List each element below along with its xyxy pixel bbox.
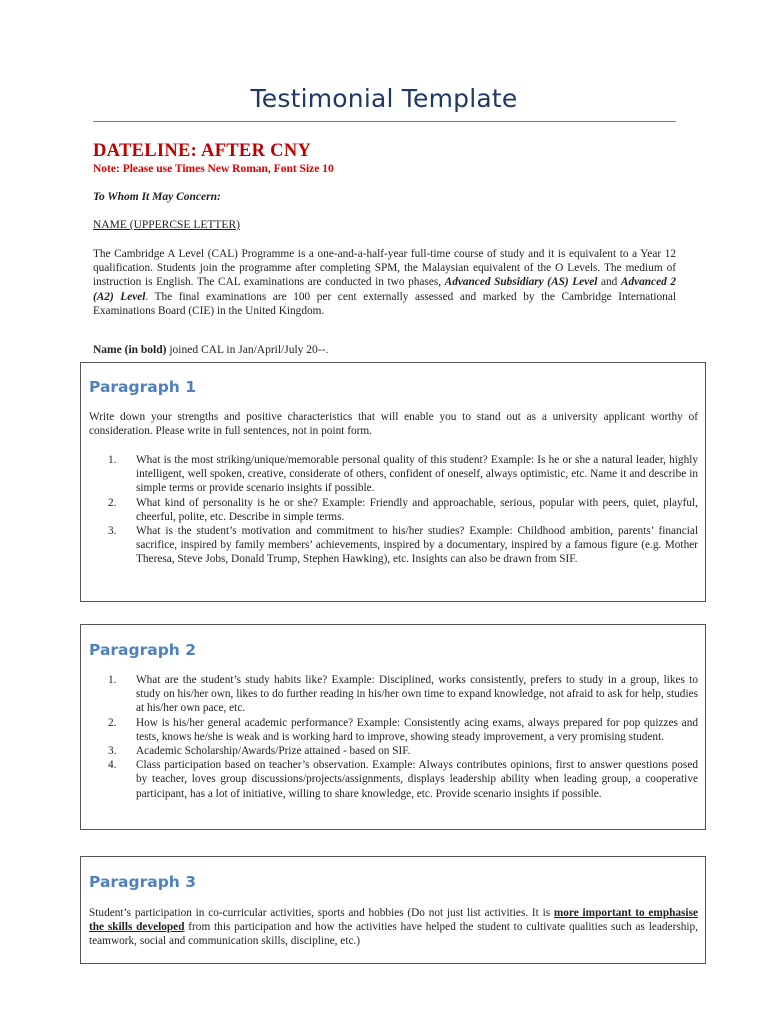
paragraph-2-box [80,624,706,830]
list-item-text: How is his/her general academic performance? Example: Consistently acing exams, always prepared for pop quizzes and tests, knows he/she is weak and is working hard to improve, showing steady improvement, a very promising student. [136,716,698,743]
intro-text-part2: . The final examinations are 100 per cent externally assessed and marked by the Cambridge International Examinations Board (CIE) in the United Kingdom. [93,290,676,317]
list-item [108,496,698,524]
name-bold-placeholder: Name (in bold) [93,344,167,356]
paragraph-3-emphasis: more important to emphasise the skills developed [89,907,698,934]
list-item [108,758,698,801]
list-item-text: What is the most striking/unique/memorable personal quality of this student? Example: Is he or she a natural leader, highly intelligent, well spoken, creative, considerate of others, confident of oneself, always optimistic, etc. Name it and describe in simple terms or provide scenario insights if possible. [136,454,698,495]
list-item [108,716,698,744]
paragraph-3-box [80,856,706,964]
list-number: 3. [108,525,117,538]
joined-line [93,344,328,356]
list-item-text: Academic Scholarship/Awards/Prize attained - based on SIF. [136,745,411,758]
list-item-text: What are the student’s study habits like? Example: Disciplined, works consistently, prefers to study in a group, likes to study on his/her own, likes to do further reading in his/her own time to expand knowledge, not afraid to ask for help, studies at his/her own pace, etc. [136,674,698,715]
list-number: 2. [108,716,117,729]
paragraph-1-list [108,453,698,567]
paragraph-1-box [80,362,706,602]
paragraph-3-text-after: from this participation and how the activities have helped the student to cultivate qualities such as leadership, teamwork, social and communication skills, discipline, etc.) [89,921,698,948]
title-underline-rule [93,121,676,122]
list-item-text: Class participation based on teacher’s observation. Example: Always contributes opinions, first to answer questions posed by teacher, loves group discussions/projects/assignments, displays leadership ability when leading group, a cooperative participant, has a lot of initiative, willing to share knowledge, etc. Provide scenario insights if possible. [136,759,698,800]
list-number: 4. [108,759,117,772]
font-note: Note: Please use Times New Roman, Font Size 10 [93,163,334,175]
list-number: 1. [108,454,117,466]
list-item-text: What kind of personality is he or she? Example: Friendly and approachable, serious, popular with peers, quiet, playful, cheerful, polite, etc. Describe in simple terms. [136,496,698,523]
salutation: To Whom It May Concern: [93,191,221,203]
a2-level-emphasis: Advanced 2 (A2) Level [93,276,676,303]
list-item [108,453,698,496]
paragraph-2-list [108,673,698,801]
paragraph-1-heading: Paragraph 1 [89,378,197,396]
intro-and: and [597,276,621,289]
document-title: Testimonial Template [250,84,518,113]
paragraph-3-text [89,906,698,949]
list-number: 3. [108,745,117,758]
paragraph-2-heading: Paragraph 2 [89,641,197,659]
list-item [108,673,698,716]
name-placeholder: NAME (UPPERCSE LETTER) [93,219,240,231]
intro-paragraph [93,247,676,318]
list-number: 1. [108,674,117,686]
intro-text-part1: The Cambridge A Level (CAL) Programme is a one-and-a-half-year full-time course of study and it is equivalent to a Year 12 qualification. Students join the programme after completing SPM, the Malaysian equivalent of the O Levels. The medium of instruction is English. The CAL examinations are conducted in two phases, [93,248,676,289]
paragraph-3-text-before: Student’s participation in co-curricular activities, sports and hobbies (Do not just list activities. It is [89,907,554,919]
list-item [108,524,698,567]
list-item [108,744,698,758]
list-number: 2. [108,496,117,509]
dateline-heading: DATELINE: AFTER CNY [93,141,312,161]
paragraph-1-intro: Write down your strengths and positive characteristics that will enable you to stand out as a university applicant worthy of consideration. Please write in full sentences, not in point form. [89,411,698,438]
as-level-emphasis: Advanced Subsidiary (AS) Level [444,276,598,289]
list-item-text: What is the student’s motivation and commitment to his/her studies? Example: Childhood ambition, parents’ financial sacrifice, inspired by family members’ achievements, inspired by a documentary, inspired by a famous figure (e.g. Mother Theresa, Steve Jobs, Donald Trump, Stephen Hawking), etc. Insights can also be drawn from SIF. [136,525,698,566]
joined-text: joined CAL in Jan/April/July 20--. [166,344,329,356]
paragraph-3-heading: Paragraph 3 [89,873,197,891]
